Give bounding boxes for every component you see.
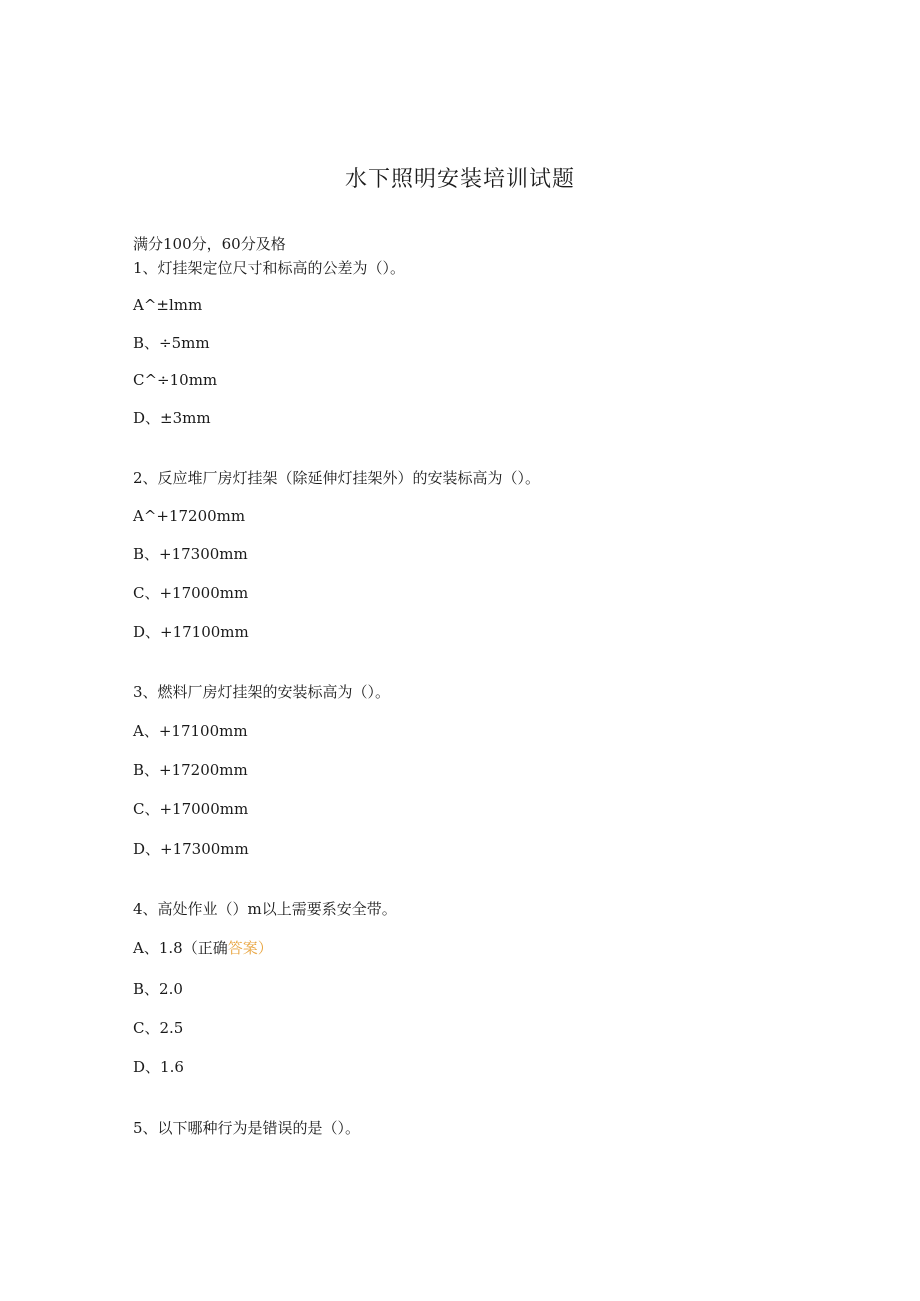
question-4-option-d: D、1.6 (133, 1058, 184, 1076)
question-1-option-a: A^±lmm (133, 296, 203, 314)
question-1-option-c: C^÷10mm (133, 371, 218, 389)
scoring-note: 满分100分，60分及格 (133, 235, 286, 253)
question-2-option-b: B、+17300mm (133, 545, 248, 563)
question-4-option-a-text: A、1.8（正确 (133, 939, 228, 957)
question-3-option-c: C、+17000mm (133, 800, 249, 818)
question-3-stem: 3、燃料厂房灯挂架的安装标高为（）。 (133, 683, 391, 701)
question-1-option-d: D、±3mm (133, 409, 211, 427)
question-4-stem: 4、高处作业（）m以上需要系安全带。 (133, 900, 397, 918)
question-1-option-b: B、÷5mm (133, 334, 210, 352)
question-5-stem: 5、以下哪种行为是错误的是（）。 (133, 1119, 361, 1137)
question-1-stem: 1、灯挂架定位尺寸和标高的公差为（）。 (133, 259, 406, 277)
question-4-option-a (133, 938, 273, 958)
question-2-option-c: C、+17000mm (133, 584, 249, 602)
question-2-option-d: D、+17100mm (133, 623, 249, 641)
question-3-option-b: B、+17200mm (133, 761, 248, 779)
question-2-stem: 2、反应堆厂房灯挂架（除延伸灯挂架外）的安装标高为（）。 (133, 469, 541, 487)
question-4-option-b: B、2.0 (133, 980, 183, 998)
question-3-option-d: D、+17300mm (133, 840, 249, 858)
question-2-option-a: A^+17200mm (133, 507, 246, 525)
page-title: 水下照明安装培训试题 (344, 167, 575, 192)
question-4-option-c: C、2.5 (133, 1019, 184, 1037)
answer-tag: 答案） (227, 939, 273, 957)
question-3-option-a: A、+17100mm (133, 722, 248, 740)
